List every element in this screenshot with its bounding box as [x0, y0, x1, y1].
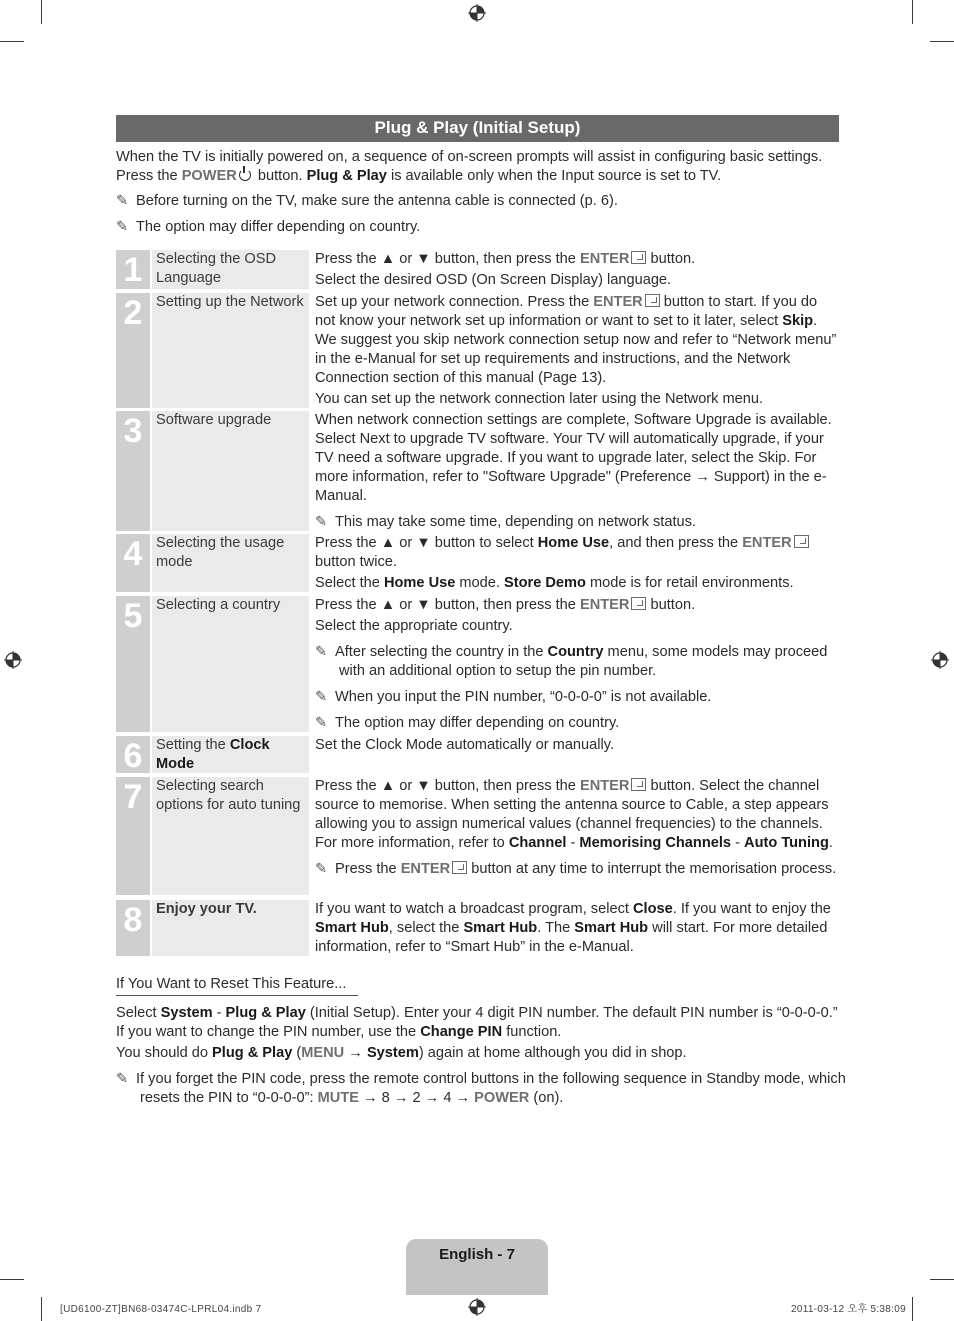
step-number: 1 [116, 250, 150, 289]
step-number: 7 [116, 777, 150, 895]
step-label: Enjoy your TV. [152, 900, 309, 956]
step-label: Selecting search options for auto tuning [152, 777, 309, 895]
step-number: 8 [116, 900, 150, 956]
enter-icon [631, 597, 646, 610]
step-number: 5 [116, 596, 150, 732]
section-title: Plug & Play (Initial Setup) [116, 115, 839, 142]
note-icon: ✎ [315, 861, 328, 877]
enter-icon [794, 535, 809, 548]
step-description: Set up your network connection. Press the ENTER button to start. If you do not know your network set up information or want to set to it later, select Skip. We suggest you skip network connection setup now and refer to “Network menu” in the e-Manual for set up requirements and instructions, and the Network Connection section of this manual (Page 13). You can set up the network connection later using the Network menu. [315, 294, 837, 407]
crop-mark [41, 0, 42, 24]
note-icon: ✎ [116, 1071, 129, 1087]
crop-mark [912, 1297, 913, 1321]
step-row-4 [116, 534, 838, 592]
power-label: POWER [181, 168, 237, 184]
step-description: Press the ▲ or ▼ button, then press the ENTER button. Select the channel source to memorise. When setting the antenna source to Cable, a step appears allowing you to assign numerical values (channel frequencies) to the channels. For more information, refer to Channel - Memorising Channels - Auto Tuning. ✎ Press the ENTER button at any time to interrupt the memorisation process. [315, 778, 837, 877]
enter-icon [452, 861, 467, 874]
step-row-1 [116, 250, 838, 289]
step-label: Software upgrade [152, 411, 309, 531]
note-icon: ✎ [116, 219, 129, 235]
step-label: Selecting the usage mode [152, 534, 309, 592]
crop-mark [0, 41, 24, 42]
step-row-7 [116, 777, 838, 895]
step-label: Setting up the Network [152, 293, 309, 408]
registration-mark-icon [4, 651, 22, 669]
step-row-6 [116, 736, 838, 773]
step-description: Set the Clock Mode automatically or manually. [315, 737, 615, 753]
intro-paragraph [116, 148, 838, 186]
intro-line-2: Press the POWER button. Plug & Play is available only when the Input source is set to TV. [116, 168, 722, 184]
crop-mark [912, 0, 913, 24]
step-label: Selecting a country [152, 596, 309, 732]
step-description: If you want to watch a broadcast program, select Close. If you want to enjoy the Smart Hub, select the Smart Hub. The Smart Hub will start. For more detailed information, refer to “Smart Hub” in the e-Manual. [315, 901, 831, 955]
step-label: Selecting the OSD Language [152, 250, 309, 289]
step-row-8 [116, 900, 838, 956]
crop-mark [930, 1279, 954, 1280]
note-icon: ✎ [315, 514, 328, 530]
crop-mark [930, 41, 954, 42]
registration-mark-icon [468, 4, 486, 22]
step-label: Setting the Clock Mode [152, 736, 309, 773]
reset-paragraph-2: You should do Plug & Play (MENU → System) again at home although you did in shop. [116, 1045, 687, 1061]
crop-mark [41, 1297, 42, 1321]
enter-icon [645, 294, 660, 307]
step-description: When network connection settings are complete, Software Upgrade is available. Select Next to upgrade TV software. Your TV will automatically upgrade, if your TV need a software upgrade. If you want to upgrade later, select the Skip. For more information, refer to "Software Upgrade" (Preference → Support) in the e-Manual. ✎ This may take some time, depending on network status. [315, 412, 832, 530]
step-number: 6 [116, 736, 150, 773]
note-icon: ✎ [315, 644, 328, 660]
step-row-5 [116, 596, 838, 732]
registration-mark-icon [468, 1298, 486, 1316]
step-row-2 [116, 293, 838, 408]
step-number: 4 [116, 534, 150, 592]
enter-icon [631, 778, 646, 791]
note-icon: ✎ [315, 689, 328, 705]
intro-note-2: ✎ The option may differ depending on country. [116, 219, 421, 235]
power-icon [239, 169, 251, 181]
file-info: [UD6100-ZT]BN68-03474C-LPRL04.indb 7 [60, 1304, 262, 1315]
registration-mark-icon [931, 651, 949, 669]
step-description: Press the ▲ or ▼ button to select Home Use, and then press the ENTER button twice. Select the Home Use mode. Store Demo mode is for retail environments. [315, 534, 840, 593]
step-row-3 [116, 411, 838, 531]
enter-icon [631, 251, 646, 264]
reset-heading: If You Want to Reset This Feature... [116, 975, 358, 996]
print-timestamp: 2011-03-12 오후 5:38:09 [791, 1304, 906, 1315]
step-number: 2 [116, 293, 150, 408]
page-number-tab: English - 7 [406, 1239, 548, 1295]
note-icon: ✎ [315, 715, 328, 731]
step-number: 3 [116, 411, 150, 531]
reset-paragraph-1: Select System - Plug & Play (Initial Setup). Enter your 4 digit PIN number. The default PIN number is “0-0-0-0.” If you want to change the PIN number, use the Change PIN function. [116, 1005, 838, 1040]
step-description: Press the ▲ or ▼ button, then press the ENTER button. Select the desired OSD (On Screen Display) language. [315, 251, 696, 288]
crop-mark [0, 1279, 24, 1280]
step-description: Press the ▲ or ▼ button, then press the ENTER button. Select the appropriate country. ✎ After selecting the country in the Country menu, some models may proceed with an additional option to setup the pin number. ✎ When you input the PIN number, “0-0-0-0” is not available. ✎ The option may differ depending on country. [315, 597, 828, 731]
intro-note-1: ✎ Before turning on the TV, make sure the antenna cable is connected (p. 6). [116, 193, 618, 209]
reset-note: ✎ If you forget the PIN code, press the remote control buttons in the following sequence in Standby mode, which resets the PIN to “0-0-0-0”: MUTE → 8 → 2 → 4 → POWER (on). [116, 1071, 846, 1106]
intro-line-1: When the TV is initially powered on, a sequence of on-screen prompts will assist in configuring basic settings. [116, 149, 823, 165]
note-icon: ✎ [116, 193, 129, 209]
